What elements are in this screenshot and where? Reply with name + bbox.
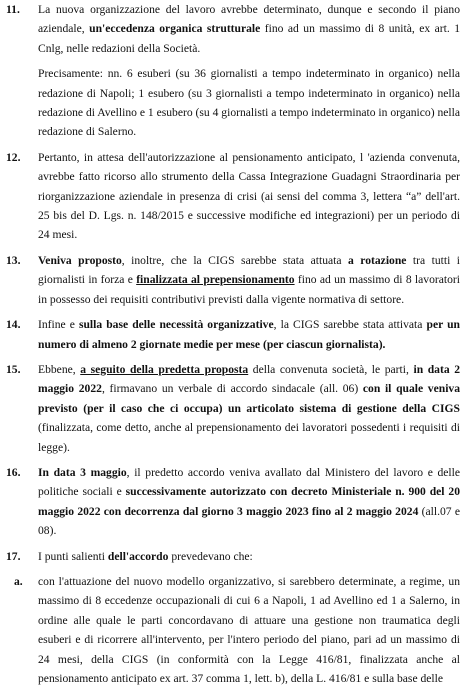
text-run: , firmavano un verbale di accordo sindacale (all. 06) — [101, 382, 363, 396]
paragraph-number: 13. — [6, 253, 21, 267]
bold-text: sulla base delle necessità organizzative — [78, 318, 274, 332]
paragraph-15 — [0, 360, 460, 457]
text-run: I punti salienti — [38, 549, 108, 563]
sub-item-text: con l'attuazione del nuovo modello organizzativo, si sarebbero determinate, a regime, un massimo di 8 eccedenze occupazionali di cui 6 a Napoli, 1 ad Avellino ed 1 a Salerno, in ordine alle quale le parti concordavano di attuare una gestione non traumatica degli esuberi e di ricorrere all'intervento, per l'intero periodo del piano, pari ad un massimo di 24 mesi, della CIGS (in conformità con la Legge 416/81, finalizzata anche al pensionamento anticipato ex art. 37 comma 1, lett. b), della L. 416/81 e sulla base delle — [38, 574, 460, 685]
paragraph-text — [38, 315, 460, 354]
paragraph-12 — [0, 148, 460, 245]
text-run: (all.07 e 08). — [38, 504, 460, 538]
paragraph-number: 12. — [6, 150, 21, 164]
paragraph-text — [38, 0, 460, 58]
bold-text: in data 2 maggio 2022 — [38, 362, 460, 396]
paragraph-number: 16. — [6, 465, 21, 479]
text-run: fino ad un massimo di 8 unità, ex art. 1 Cnlg, nelle redazioni della Società. — [38, 22, 461, 55]
paragraph-text: Pertanto, in attesa dell'autorizzazione al pensionamento anticipato, l 'azienda convenuta, avrebbe fatto ricorso allo strumento della Cassa Integrazione Guadagni Straordinaria per riorganizzazione aziendale in presenza di crisi (ai sensi del comma 3, lettera “a” dell'art. 25 bis del D. Lgs. n. 148/2015 e successive modifiche ed integrazioni) per un periodo di 24 mesi. — [38, 150, 460, 242]
paragraph-14 — [0, 315, 460, 354]
paragraph-text — [38, 360, 460, 457]
text-run: , la CIGS sarebbe stata attivata — [273, 318, 427, 332]
bold-text: In data 3 maggio — [38, 465, 127, 479]
paragraph-16 — [0, 463, 460, 541]
text-run: Infine e — [38, 318, 79, 332]
paragraph-17 — [0, 547, 460, 566]
text-run: fino ad un massimo di 8 lavoratori in possesso dei requisiti contributivi previsti dalla vigente normativa di settore. — [38, 273, 460, 306]
sub-item-a — [0, 572, 470, 688]
text-run: Ebbene, — [38, 362, 81, 376]
paragraph-number: 15. — [6, 362, 21, 376]
text-run: tra tutti i giornalisti in forza e — [38, 253, 460, 287]
text-run: , il predetto accordo veniva avallato dal Ministero del lavoro e delle politiche sociali e — [38, 465, 461, 499]
bold-underlined-text: finalizzata al prepensionamento — [136, 273, 295, 287]
paragraph-text — [38, 547, 460, 566]
bold-text: dell'accordo — [107, 549, 169, 563]
text-run: (finalizzata, come detto, anche al prepensionamento dei lavoratori possedenti i requisiti di legge). — [38, 421, 460, 454]
paragraph-number: 11. — [6, 3, 20, 16]
bold-underlined-text: a seguito della predetta proposta — [80, 362, 249, 376]
paragraph-number: 14. — [6, 318, 21, 332]
text-run: prevedevano che: — [168, 549, 253, 563]
text-run: , inoltre, che la CIGS sarebbe stata attuata — [121, 253, 349, 267]
text-run: della convenuta società, le parti, — [248, 362, 414, 376]
bold-text: un'eccedenza organica strutturale — [89, 22, 261, 36]
paragraph-13 — [0, 251, 460, 309]
bold-text: Veniva proposto — [38, 253, 122, 267]
sub-item-letter: a. — [14, 574, 23, 588]
paragraph-text — [38, 463, 460, 541]
paragraph-text: Precisamente: nn. 6 esuberi (su 36 giornalisti a tempo indeterminato in organico) nella redazione di Napoli; 1 esubero (su 3 giornalisti a tempo indeterminato in organico) nella redazione di Avellino e 1 esubero (su 4 giornalisti a tempo indeterminato in organico) nella redazione di Salerno. — [38, 67, 460, 139]
bold-text: per un numero di almeno 2 giornate medie per mese (per ciascun giornalista). — [38, 318, 460, 351]
bold-text: successivamente autorizzato con decreto Ministeriale n. 900 del 20 maggio 2022 con decorrenza dal giorno 3 maggio 2023 fino al 2 maggio 2024 — [38, 485, 460, 518]
text-run: La nuova organizzazione del lavoro avrebbe determinato, dunque e secondo il piano aziendale, — [38, 3, 460, 36]
bold-text: a rotazione — [348, 253, 407, 267]
bold-text: con il quale veniva previsto (per il caso che ci occupa) un articolato sistema di gestione della CIGS — [38, 382, 461, 415]
paragraph-11 — [0, 0, 460, 142]
paragraph-number: 17. — [6, 549, 21, 563]
paragraph-text — [38, 251, 460, 309]
